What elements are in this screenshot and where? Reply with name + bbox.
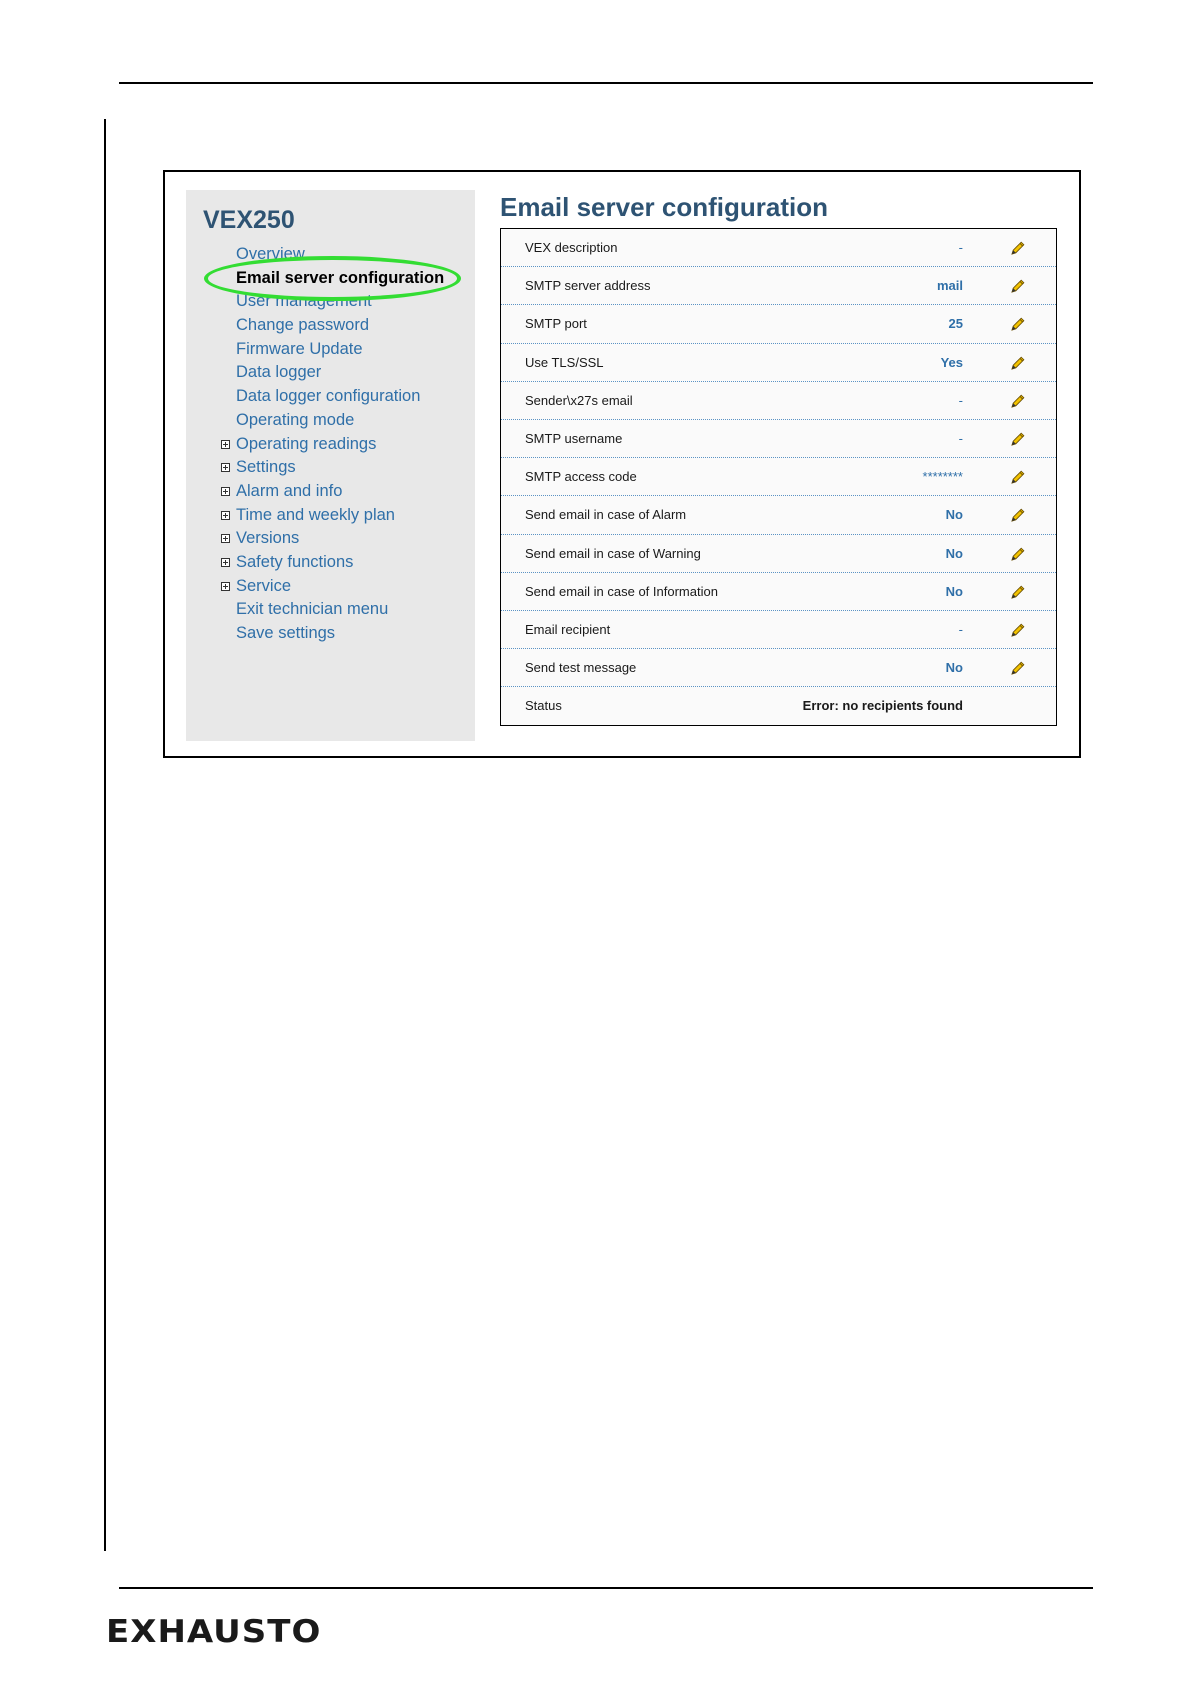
expand-icon[interactable] — [221, 440, 230, 449]
exhausto-logo: EXHAUSTO — [106, 1613, 322, 1651]
sidebar-item[interactable] — [218, 598, 478, 622]
pencil-icon[interactable] — [1010, 431, 1026, 447]
pencil-icon[interactable] — [1010, 240, 1026, 256]
sidebar-item[interactable] — [218, 385, 478, 409]
expand-icon[interactable] — [221, 487, 230, 496]
row-label: SMTP access code — [525, 469, 637, 485]
row-value: ******** — [922, 469, 963, 485]
sidebar-item-label: Safety functions — [236, 552, 354, 571]
sidebar-item[interactable] — [218, 480, 478, 504]
highlight-ellipse — [204, 256, 461, 301]
table-row — [501, 458, 1056, 496]
row-label: SMTP username — [525, 430, 623, 446]
sidebar-item-label: Operating readings — [236, 434, 377, 453]
sidebar-item-label: Operating mode — [236, 410, 355, 429]
sidebar-item-label: Save settings — [236, 624, 336, 642]
sidebar-item[interactable] — [218, 622, 478, 646]
row-value: - — [958, 430, 963, 446]
row-value: - — [958, 392, 963, 408]
expand-icon[interactable] — [221, 558, 230, 567]
sidebar-item-label: User management — [236, 292, 372, 311]
row-label: Email recipient — [525, 621, 611, 637]
sidebar-item-label: Overview — [236, 245, 305, 263]
margin-bar — [104, 119, 106, 1551]
pencil-icon[interactable] — [1010, 507, 1026, 523]
row-label: Send email in case of Information — [525, 583, 718, 599]
table-row — [501, 535, 1056, 573]
row-value: No — [945, 545, 963, 561]
row-label: Sender\x27s email — [525, 392, 633, 408]
pencil-icon[interactable] — [1010, 469, 1026, 485]
table-row — [501, 267, 1056, 305]
sidebar-item-label: Change password — [236, 316, 369, 335]
sidebar-item[interactable] — [218, 504, 478, 528]
row-value: - — [958, 240, 963, 255]
sidebar-item-label: Exit technician menu — [236, 600, 389, 619]
pencil-icon[interactable] — [1010, 660, 1026, 676]
sidebar-item-label: Settings — [236, 458, 296, 477]
table-row — [501, 344, 1056, 382]
row-label: Send email in case of Alarm — [525, 507, 687, 523]
row-label: SMTP server address — [525, 278, 651, 294]
pencil-icon[interactable] — [1010, 546, 1026, 562]
pencil-icon[interactable] — [1010, 278, 1026, 294]
row-value: - — [958, 621, 963, 637]
row-value: No — [945, 660, 963, 676]
sidebar-item[interactable] — [218, 361, 478, 385]
status-value: Error: no recipients found — [802, 698, 963, 714]
pencil-icon[interactable] — [1010, 316, 1026, 332]
page-title: Email server configuration — [500, 192, 828, 222]
sidebar-menu — [218, 243, 478, 646]
sidebar-item[interactable] — [218, 456, 478, 480]
pencil-icon[interactable] — [1010, 393, 1026, 409]
sidebar-item[interactable] — [218, 409, 478, 433]
pencil-icon[interactable] — [1010, 355, 1026, 371]
table-row — [501, 687, 1056, 725]
expand-icon[interactable] — [221, 463, 230, 472]
sidebar-item[interactable] — [218, 527, 478, 551]
table-row — [501, 611, 1056, 649]
expand-icon[interactable] — [221, 511, 230, 520]
device-title: VEX250 — [203, 206, 295, 234]
sidebar-item-label: Data logger — [236, 363, 322, 382]
sidebar-item-label: Email server configuration — [236, 268, 445, 287]
header-rule — [119, 82, 1093, 84]
expand-icon[interactable] — [221, 534, 230, 543]
sidebar-item[interactable] — [218, 314, 478, 338]
row-value: Yes — [940, 354, 963, 370]
row-label: Status — [525, 698, 562, 714]
row-value: No — [945, 507, 963, 523]
table-row — [501, 573, 1056, 611]
sidebar-item[interactable] — [218, 433, 478, 457]
sidebar-item[interactable] — [218, 551, 478, 575]
row-value: mail — [936, 278, 963, 294]
table-row — [501, 229, 1056, 267]
footer-rule — [119, 1587, 1093, 1589]
pencil-icon[interactable] — [1010, 622, 1026, 638]
sidebar-item[interactable] — [218, 575, 478, 599]
table-row — [501, 496, 1056, 534]
pencil-icon[interactable] — [1010, 584, 1026, 600]
sidebar-item[interactable] — [218, 338, 478, 362]
sidebar-item-label: Service — [236, 576, 292, 595]
row-label: Send email in case of Warning — [525, 545, 701, 561]
row-label: Use TLS/SSL — [525, 354, 604, 370]
sidebar-item-label: Firmware Update — [236, 339, 363, 358]
sidebar-item-label: Alarm and info — [236, 481, 343, 500]
row-label: Send test message — [525, 660, 637, 676]
row-label: SMTP port — [525, 316, 587, 332]
row-value: No — [945, 583, 963, 599]
sidebar-item-label: Data logger configuration — [236, 387, 421, 406]
expand-icon[interactable] — [221, 582, 230, 591]
row-value: 25 — [948, 316, 963, 332]
row-label: VEX description — [525, 240, 618, 255]
table-row — [501, 305, 1056, 343]
table-row — [501, 382, 1056, 420]
table-row — [501, 420, 1056, 458]
table-row — [501, 649, 1056, 687]
sidebar-item-label: Time and weekly plan — [236, 505, 395, 524]
settings-table — [500, 228, 1057, 726]
sidebar-item-label: Versions — [236, 529, 300, 548]
